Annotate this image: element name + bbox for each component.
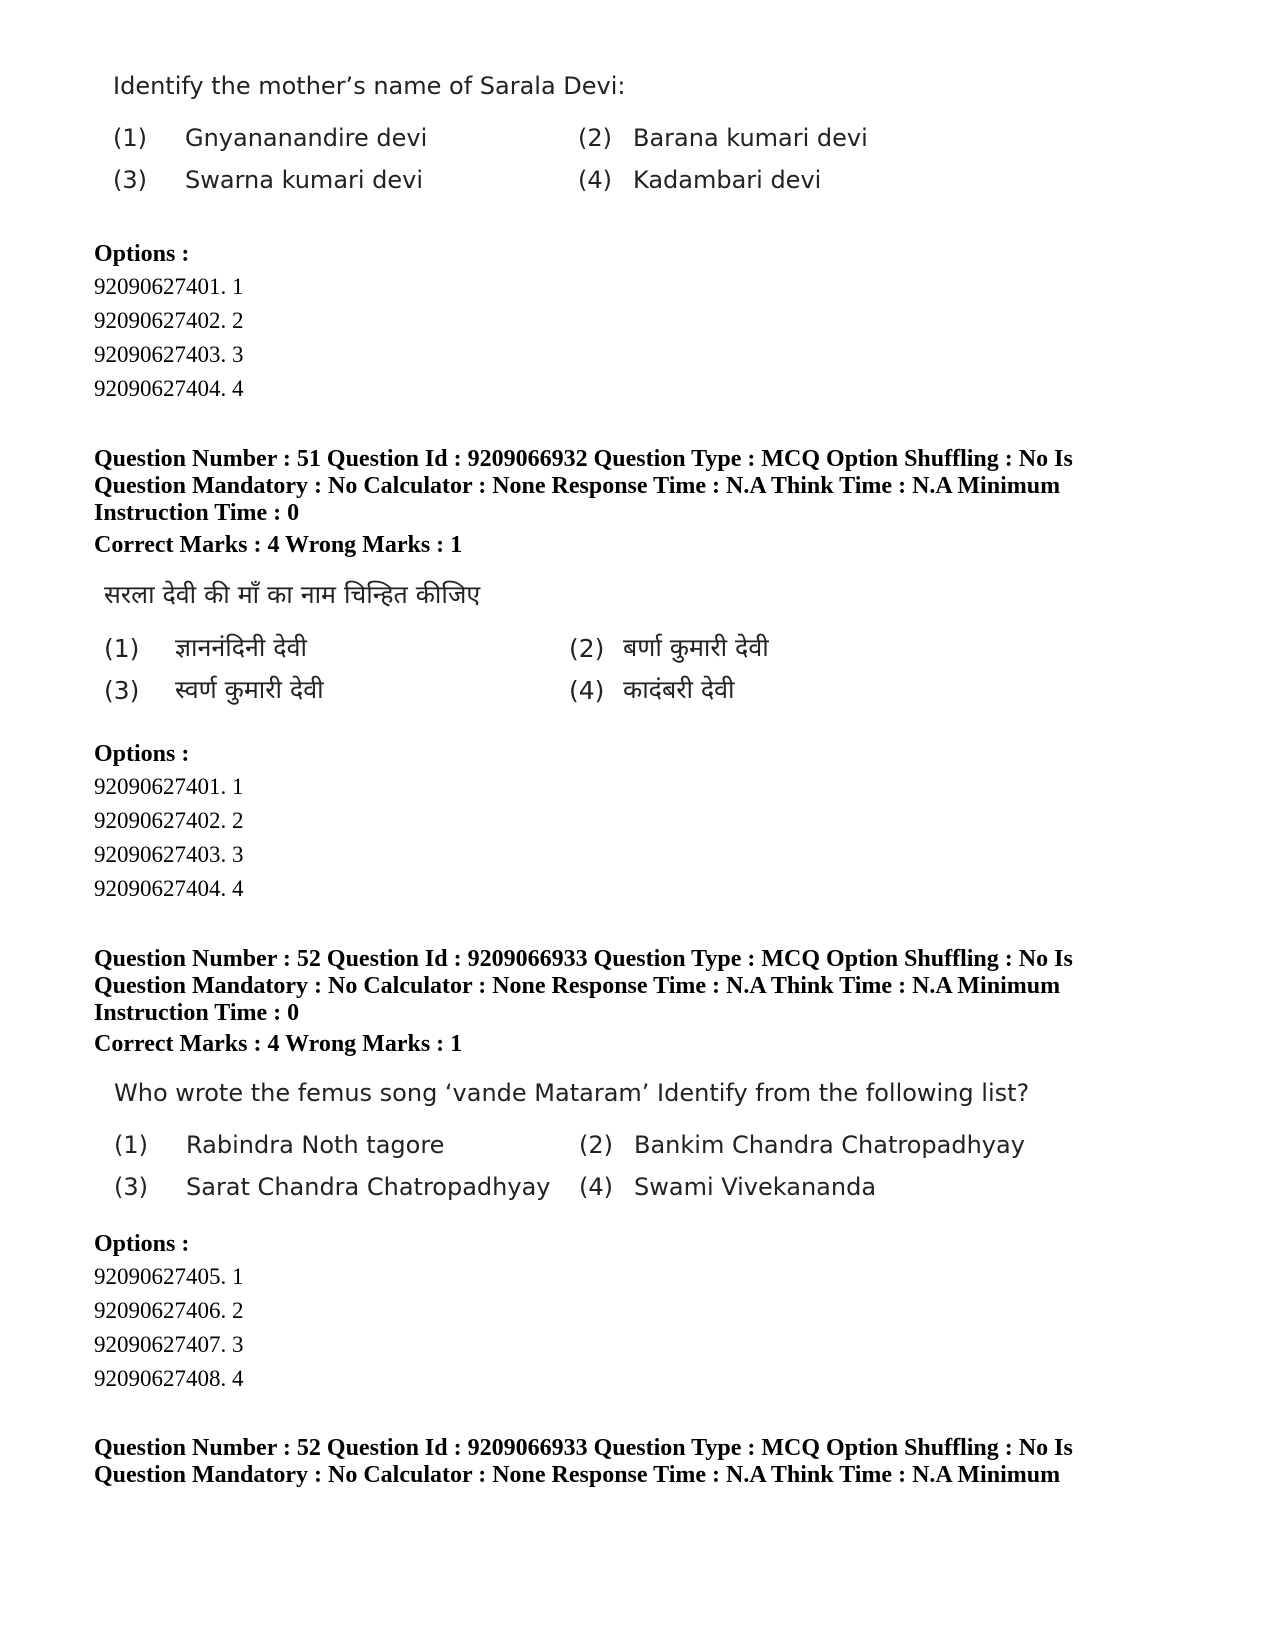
question-header-q52-repeat bbox=[94, 1435, 1073, 1489]
option-id: 92090627402. 2 bbox=[94, 308, 244, 333]
option-id: 92090627404. 4 bbox=[94, 376, 244, 401]
header-line: Instruction Time : 0 bbox=[94, 500, 300, 526]
option-text: Gnyananandire devi bbox=[185, 124, 428, 152]
option-text: ज्ञाननंदिनी देवी bbox=[175, 633, 307, 662]
option-text: Swami Vivekananda bbox=[634, 1173, 877, 1201]
options-label: Options : bbox=[94, 1231, 190, 1257]
option-number: (2) bbox=[578, 124, 612, 152]
question-stem: Who wrote the femus song ‘vande Mataram’ Identify from the following list? bbox=[114, 1079, 1030, 1107]
marks-line: Correct Marks : 4 Wrong Marks : 1 bbox=[94, 532, 463, 558]
question-header-q51 bbox=[94, 446, 1073, 527]
option-id: 92090627402. 2 bbox=[94, 808, 244, 833]
options-list bbox=[94, 270, 244, 406]
option-number: (4) bbox=[578, 166, 612, 194]
option-text: Kadambari devi bbox=[633, 166, 822, 194]
header-line: Question Number : 51 Question Id : 9209066932 Question Type : MCQ Option Shuffling : No Is bbox=[94, 446, 1073, 472]
option-number: (1) bbox=[114, 1131, 148, 1159]
option-id: 92090627401. 1 bbox=[94, 274, 244, 299]
header-line: Question Mandatory : No Calculator : None Response Time : N.A Think Time : N.A Minimum bbox=[94, 1462, 1061, 1488]
option-id: 92090627408. 4 bbox=[94, 1366, 244, 1391]
options-label: Options : bbox=[94, 241, 190, 267]
options-list bbox=[94, 770, 244, 906]
option-number: (4) bbox=[569, 676, 605, 705]
question-header-q52 bbox=[94, 946, 1073, 1027]
option-id: 92090627407. 3 bbox=[94, 1332, 244, 1357]
option-id: 92090627406. 2 bbox=[94, 1298, 244, 1323]
option-text: Sarat Chandra Chatropadhyay bbox=[186, 1173, 551, 1201]
option-number: (4) bbox=[579, 1173, 613, 1201]
option-number: (3) bbox=[113, 166, 147, 194]
option-number: (1) bbox=[104, 634, 140, 663]
marks-line: Correct Marks : 4 Wrong Marks : 1 bbox=[94, 1031, 463, 1057]
option-number: (1) bbox=[113, 124, 147, 152]
option-id: 92090627401. 1 bbox=[94, 774, 244, 799]
option-number: (3) bbox=[114, 1173, 148, 1201]
options-list bbox=[94, 1260, 244, 1396]
options-label: Options : bbox=[94, 741, 190, 767]
option-number: (2) bbox=[579, 1131, 613, 1159]
option-id: 92090627403. 3 bbox=[94, 842, 244, 867]
option-text: Swarna kumari devi bbox=[185, 166, 424, 194]
option-text: Barana kumari devi bbox=[633, 124, 868, 152]
option-text: स्वर्ण कुमारी देवी bbox=[175, 675, 324, 704]
question-stem: सरला देवी की माँ का नाम चिन्हित कीजिए bbox=[104, 580, 481, 609]
option-text: बर्णा कुमारी देवी bbox=[623, 633, 769, 662]
header-line: Question Number : 52 Question Id : 9209066933 Question Type : MCQ Option Shuffling : No Is bbox=[94, 946, 1073, 972]
option-id: 92090627405. 1 bbox=[94, 1264, 244, 1289]
option-id: 92090627403. 3 bbox=[94, 342, 244, 367]
option-text: Bankim Chandra Chatropadhyay bbox=[634, 1131, 1025, 1159]
header-line: Question Number : 52 Question Id : 9209066933 Question Type : MCQ Option Shuffling : No Is bbox=[94, 1435, 1073, 1461]
option-id: 92090627404. 4 bbox=[94, 876, 244, 901]
option-number: (3) bbox=[104, 676, 140, 705]
question-stem: Identify the mother’s name of Sarala Devi: bbox=[113, 72, 626, 100]
option-number: (2) bbox=[569, 634, 605, 663]
option-text: Rabindra Noth tagore bbox=[186, 1131, 445, 1159]
header-line: Question Mandatory : No Calculator : None Response Time : N.A Think Time : N.A Minimum bbox=[94, 473, 1061, 499]
option-text: कादंबरी देवी bbox=[623, 675, 735, 704]
header-line: Question Mandatory : No Calculator : None Response Time : N.A Think Time : N.A Minimum bbox=[94, 973, 1061, 999]
header-line: Instruction Time : 0 bbox=[94, 1000, 300, 1026]
